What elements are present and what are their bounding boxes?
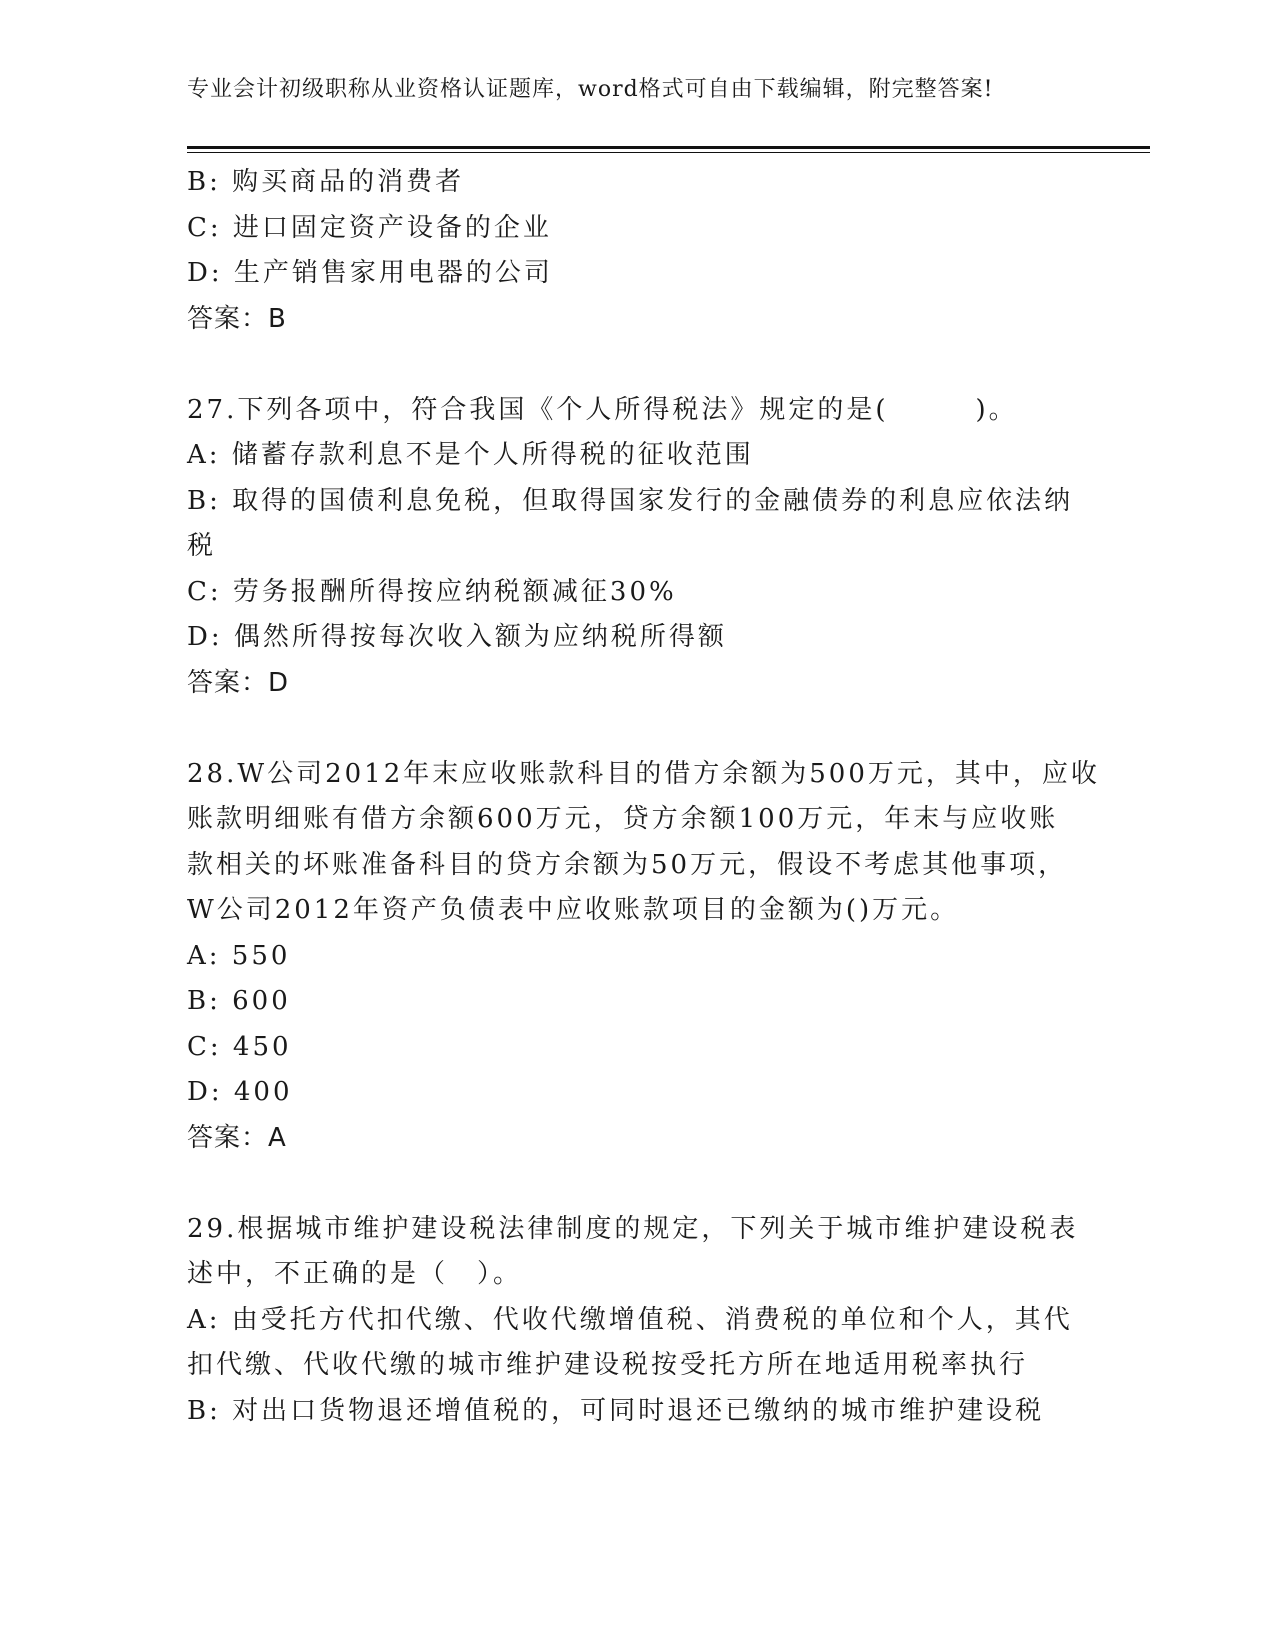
page-header: 专业会计初级职称从业资格认证题库，word格式可自由下载编辑，附完整答案! bbox=[187, 77, 994, 102]
question-line: 款相关的坏账准备科目的贷方余额为50万元，假设不考虑其他事项， bbox=[187, 849, 1068, 880]
option-line: D: 生产销售家用电器的公司 bbox=[187, 258, 553, 288]
question-line: 账款明细账有借方余额600万元，贷方余额100万元，年末与应收账 bbox=[187, 804, 1059, 834]
option-line: B: 600 bbox=[187, 986, 291, 1016]
answer-line: 答案：B bbox=[187, 303, 287, 334]
spacer bbox=[187, 342, 1087, 388]
option-line: D: 400 bbox=[187, 1077, 293, 1107]
option-line: A: 储蓄存款利息不是个人所得税的征收范围 bbox=[187, 440, 754, 470]
header-rule-thin bbox=[187, 152, 1150, 153]
question-line: W公司2012年资产负债表中应收账款项目的金额为()万元。 bbox=[187, 895, 960, 925]
option-line: D: 偶然所得按每次收入额为应纳税所得额 bbox=[187, 622, 727, 652]
question-line: 28.W公司2012年末应收账款科目的借方余额为500万元，其中，应收 bbox=[187, 758, 1100, 789]
option-line: C: 劳务报酬所得按应纳税额减征30% bbox=[187, 576, 677, 607]
option-line: B: 购买商品的消费者 bbox=[187, 167, 465, 197]
question-line: 27.下列各项中，符合我国《个人所得税法》规定的是( )。 bbox=[187, 394, 1018, 425]
spacer bbox=[187, 1161, 1087, 1207]
question-line: 29.根据城市维护建设税法律制度的规定，下列关于城市维护建设税表 bbox=[187, 1213, 1079, 1244]
option-line: A: 由受托方代扣代缴、代收代缴增值税、消费税的单位和个人，其代 bbox=[187, 1304, 1073, 1335]
option-line: C: 450 bbox=[187, 1031, 292, 1062]
option-line: 扣代缴、代收代缴的城市维护建设税按受托方所在地适用税率执行 bbox=[187, 1350, 1029, 1380]
option-line: C: 进口固定资产设备的企业 bbox=[187, 212, 552, 243]
option-line: A: 550 bbox=[187, 940, 291, 971]
option-line: 税 bbox=[187, 531, 217, 561]
spacer bbox=[187, 706, 1087, 752]
answer-line: 答案：D bbox=[187, 667, 290, 698]
header-rule-thick bbox=[187, 146, 1150, 149]
question-line: 述中，不正确的是（ ）。 bbox=[187, 1259, 523, 1289]
option-line: B: 取得的国债利息免税，但取得国家发行的金融债券的利息应依法纳 bbox=[187, 485, 1074, 516]
document-body bbox=[187, 160, 1100, 1434]
option-line: B: 对出口货物退还增值税的，可同时退还已缴纳的城市维护建设税 bbox=[187, 1395, 1045, 1426]
answer-line: 答案：A bbox=[187, 1122, 287, 1153]
